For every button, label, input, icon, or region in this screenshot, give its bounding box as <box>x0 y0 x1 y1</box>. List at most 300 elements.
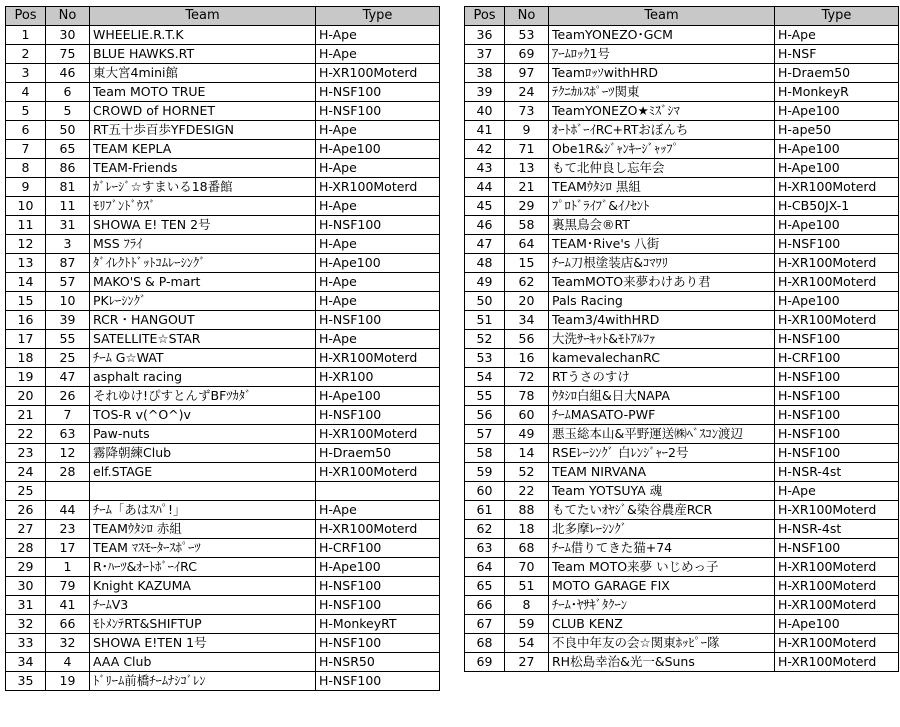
cell-team: ｳﾀｼﾛ白組&日大NAPA <box>549 387 775 406</box>
cell-team: kamevalechanRC <box>549 349 775 368</box>
cell-team: TeamYONEZO･GCM <box>549 26 775 45</box>
cell-type: H-Ape <box>316 330 440 349</box>
cell-type: H-Ape <box>775 482 899 501</box>
cell-type: H-CRF100 <box>775 349 899 368</box>
cell-team: Obe1R&ｼﾞｬﾝｷｰｼﾞｬｯﾌﾟ <box>549 140 775 159</box>
table-row <box>465 197 899 216</box>
cell-no: 97 <box>505 64 549 83</box>
cell-type: H-Ape100 <box>775 102 899 121</box>
table-row <box>6 197 440 216</box>
cell-type: H-NSF100 <box>775 368 899 387</box>
table-row <box>6 444 440 463</box>
table-row <box>6 102 440 121</box>
cell-pos: 23 <box>6 444 46 463</box>
table-row <box>465 577 899 596</box>
cell-type: H-XR100Moterd <box>775 178 899 197</box>
cell-no: 65 <box>46 140 90 159</box>
table-row <box>465 121 899 140</box>
table-row <box>6 45 440 64</box>
cell-type: H-NSR50 <box>316 653 440 672</box>
table-row <box>465 368 899 387</box>
cell-team: WHEELIE.R.T.K <box>90 26 316 45</box>
cell-pos: 45 <box>465 197 505 216</box>
table-row <box>465 273 899 292</box>
cell-no: 25 <box>46 349 90 368</box>
cell-team: SHOWA E!TEN 1号 <box>90 634 316 653</box>
cell-no: 60 <box>505 406 549 425</box>
cell-no: 31 <box>46 216 90 235</box>
cell-team: TeamYONEZO★ﾐｽﾞｼﾏ <box>549 102 775 121</box>
cell-pos: 55 <box>465 387 505 406</box>
cell-team: TEAM･Rive's 八街 <box>549 235 775 254</box>
cell-type: H-Ape100 <box>775 216 899 235</box>
cell-pos: 3 <box>6 64 46 83</box>
cell-type: H-NSR-4st <box>775 520 899 539</box>
cell-type: H-Ape100 <box>775 615 899 634</box>
cell-type: H-NSF100 <box>316 406 440 425</box>
cell-no: 70 <box>505 558 549 577</box>
cell-no: 49 <box>505 425 549 444</box>
table-row <box>465 501 899 520</box>
cell-team: ｱｰﾑﾛｯｸ1号 <box>549 45 775 64</box>
cell-no: 15 <box>505 254 549 273</box>
cell-team: TOS-R v(^O^)v <box>90 406 316 425</box>
cell-type: H-Ape100 <box>316 558 440 577</box>
cell-team: ﾁｰﾑ「あはｽﾊﾟ!」 <box>90 501 316 520</box>
cell-team: 霧降朝練Club <box>90 444 316 463</box>
cell-pos: 50 <box>465 292 505 311</box>
cell-type: H-Draem50 <box>775 64 899 83</box>
cell-no: 68 <box>505 539 549 558</box>
cell-type: H-Ape100 <box>775 292 899 311</box>
cell-type: H-NSF100 <box>316 596 440 615</box>
cell-type: H-Draem50 <box>316 444 440 463</box>
header-pos: Pos <box>6 7 46 26</box>
cell-team: MOTO GARAGE FIX <box>549 577 775 596</box>
cell-type: H-Ape100 <box>316 387 440 406</box>
header-no: No <box>505 7 549 26</box>
cell-type: H-Ape <box>316 121 440 140</box>
cell-pos: 37 <box>465 45 505 64</box>
cell-pos: 20 <box>6 387 46 406</box>
cell-no: 66 <box>46 615 90 634</box>
table-row <box>6 311 440 330</box>
table-row <box>6 406 440 425</box>
cell-no: 81 <box>46 178 90 197</box>
cell-team: ﾄﾞﾘｰﾑ前橋ﾁｰﾑﾅｼｺﾞﾚﾝ <box>90 672 316 691</box>
cell-type: H-XR100Moterd <box>775 653 899 672</box>
cell-type: H-ape50 <box>775 121 899 140</box>
table-row <box>6 653 440 672</box>
cell-type: H-NSF100 <box>316 311 440 330</box>
cell-team: RH松島幸治&光一&Suns <box>549 653 775 672</box>
table-row <box>6 634 440 653</box>
table-row <box>465 254 899 273</box>
results-body-left <box>6 26 440 691</box>
table-row <box>6 501 440 520</box>
table-row <box>465 444 899 463</box>
cell-team: TeamMOTO来夢わけあり君 <box>549 273 775 292</box>
cell-team: 裏黒鳥会®RT <box>549 216 775 235</box>
cell-no: 9 <box>505 121 549 140</box>
cell-team: Pals Racing <box>549 292 775 311</box>
cell-no: 1 <box>46 558 90 577</box>
cell-pos: 42 <box>465 140 505 159</box>
cell-type: H-XR100Moterd <box>316 349 440 368</box>
table-row <box>465 596 899 615</box>
table-row <box>465 83 899 102</box>
cell-no: 34 <box>505 311 549 330</box>
cell-team: RCR・HANGOUT <box>90 311 316 330</box>
table-row <box>6 672 440 691</box>
table-row <box>6 482 440 501</box>
cell-team: ﾁｰﾑ借りてきた猫+74 <box>549 539 775 558</box>
table-row <box>465 64 899 83</box>
cell-pos: 63 <box>465 539 505 558</box>
cell-type: H-XR100Moterd <box>316 425 440 444</box>
cell-no: 30 <box>46 26 90 45</box>
cell-team <box>90 482 316 501</box>
cell-pos: 12 <box>6 235 46 254</box>
cell-team: ﾓﾘﾌﾞﾝﾄﾞｳｽﾞ <box>90 197 316 216</box>
cell-no: 12 <box>46 444 90 463</box>
cell-type: H-XR100Moterd <box>775 273 899 292</box>
cell-team: SATELLITE☆STAR <box>90 330 316 349</box>
cell-team: CLUB KENZ <box>549 615 775 634</box>
table-row <box>465 178 899 197</box>
table-row <box>6 558 440 577</box>
cell-team: TeamﾛｯｿwithHRD <box>549 64 775 83</box>
cell-pos: 44 <box>465 178 505 197</box>
table-row <box>465 102 899 121</box>
cell-team: 不良中年友の会☆関東ﾎｯﾋﾟｰ隊 <box>549 634 775 653</box>
table-row <box>465 26 899 45</box>
cell-no: 46 <box>46 64 90 83</box>
header-no: No <box>46 7 90 26</box>
cell-pos: 58 <box>465 444 505 463</box>
cell-no: 26 <box>46 387 90 406</box>
cell-type: H-CB50JX-1 <box>775 197 899 216</box>
cell-type: H-Ape <box>316 292 440 311</box>
cell-team: Knight KAZUMA <box>90 577 316 596</box>
cell-no: 55 <box>46 330 90 349</box>
cell-pos: 61 <box>465 501 505 520</box>
table-row <box>6 539 440 558</box>
cell-team: 東大宮4mini館 <box>90 64 316 83</box>
cell-team: CROWD of HORNET <box>90 102 316 121</box>
cell-team: RT五十歩百歩YFDESIGN <box>90 121 316 140</box>
table-row <box>465 159 899 178</box>
cell-no: 6 <box>46 83 90 102</box>
header-team: Team <box>90 7 316 26</box>
cell-pos: 22 <box>6 425 46 444</box>
cell-team: MSS ﾌﾗｲ <box>90 235 316 254</box>
cell-pos: 15 <box>6 292 46 311</box>
cell-team: ﾁｰﾑV3 <box>90 596 316 615</box>
cell-no: 20 <box>505 292 549 311</box>
cell-type: H-Ape100 <box>316 140 440 159</box>
cell-team: TEAM-Friends <box>90 159 316 178</box>
cell-pos: 56 <box>465 406 505 425</box>
cell-type: H-NSF100 <box>775 406 899 425</box>
table-row <box>465 463 899 482</box>
cell-pos: 11 <box>6 216 46 235</box>
cell-team: ﾌﾟﾛﾄﾞﾗｲﾌﾞ&ｲﾉｾﾝﾄ <box>549 197 775 216</box>
cell-type: H-Ape <box>316 235 440 254</box>
cell-pos: 51 <box>465 311 505 330</box>
cell-no: 24 <box>505 83 549 102</box>
cell-type: H-XR100Moterd <box>775 311 899 330</box>
cell-type: H-NSF100 <box>775 444 899 463</box>
header-team: Team <box>549 7 775 26</box>
cell-no: 5 <box>46 102 90 121</box>
cell-team: ﾓﾄﾒﾝﾃRT&SHIFTUP <box>90 615 316 634</box>
cell-type: H-NSR-4st <box>775 463 899 482</box>
cell-type: H-Ape100 <box>775 140 899 159</box>
cell-pos: 60 <box>465 482 505 501</box>
table-row <box>6 140 440 159</box>
cell-pos: 49 <box>465 273 505 292</box>
table-row <box>465 634 899 653</box>
cell-no: 13 <box>505 159 549 178</box>
results-table-right <box>464 6 899 672</box>
cell-pos: 19 <box>6 368 46 387</box>
table-row <box>6 64 440 83</box>
cell-pos: 65 <box>465 577 505 596</box>
cell-pos: 39 <box>465 83 505 102</box>
table-row <box>6 254 440 273</box>
cell-no: 50 <box>46 121 90 140</box>
cell-team: TEAM KEPLA <box>90 140 316 159</box>
cell-no: 78 <box>505 387 549 406</box>
cell-no: 75 <box>46 45 90 64</box>
cell-pos: 28 <box>6 539 46 558</box>
cell-no: 11 <box>46 197 90 216</box>
cell-type: H-NSF100 <box>316 102 440 121</box>
cell-type: H-Ape <box>316 159 440 178</box>
cell-pos: 64 <box>465 558 505 577</box>
table-row <box>465 216 899 235</box>
cell-type: H-NSF100 <box>316 672 440 691</box>
cell-pos: 57 <box>465 425 505 444</box>
cell-team: それゆけ!ぴすとんずBFﾂｶﾀﾞ <box>90 387 316 406</box>
cell-no: 71 <box>505 140 549 159</box>
cell-pos: 4 <box>6 83 46 102</box>
cell-no: 32 <box>46 634 90 653</box>
cell-pos: 62 <box>465 520 505 539</box>
cell-type: H-XR100Moterd <box>316 64 440 83</box>
table-row <box>6 235 440 254</box>
header-pos: Pos <box>465 7 505 26</box>
cell-pos: 25 <box>6 482 46 501</box>
cell-no: 54 <box>505 634 549 653</box>
cell-pos: 40 <box>465 102 505 121</box>
cell-pos: 31 <box>6 596 46 615</box>
cell-team: 悪玉総本山&平野運送㈱ﾍﾞｽｺﾝ渡辺 <box>549 425 775 444</box>
cell-team: R･ﾊｰﾂ&ｵｰﾄﾎﾞｰｲRC <box>90 558 316 577</box>
cell-type: H-Ape100 <box>316 254 440 273</box>
cell-no: 47 <box>46 368 90 387</box>
cell-no: 41 <box>46 596 90 615</box>
cell-type: H-NSF100 <box>775 425 899 444</box>
table-row <box>465 330 899 349</box>
header-type: Type <box>775 7 899 26</box>
table-row <box>465 615 899 634</box>
cell-pos: 53 <box>465 349 505 368</box>
cell-type: H-XR100Moterd <box>775 558 899 577</box>
cell-pos: 1 <box>6 26 46 45</box>
cell-no: 79 <box>46 577 90 596</box>
cell-type: H-NSF100 <box>316 83 440 102</box>
cell-team: RSEﾚｰｼﾝｸﾞ 白ﾚﾝｼﾞｬｰ2号 <box>549 444 775 463</box>
cell-team: ｶﾞﾚｰｼﾞ☆すまいる18番館 <box>90 178 316 197</box>
cell-team: ﾀﾞｲﾚｸﾄﾄﾞｯﾄｺﾑﾚｰｼﾝｸﾞ <box>90 254 316 273</box>
cell-no: 3 <box>46 235 90 254</box>
cell-pos: 68 <box>465 634 505 653</box>
cell-team: RTうさのすけ <box>549 368 775 387</box>
cell-team: Team3/4withHRD <box>549 311 775 330</box>
cell-type: H-Ape <box>316 501 440 520</box>
cell-team: ﾃｸﾆｶﾙｽﾎﾟｰﾂ関東 <box>549 83 775 102</box>
cell-pos: 69 <box>465 653 505 672</box>
results-table-left <box>5 6 440 691</box>
cell-pos: 17 <box>6 330 46 349</box>
cell-team: Team MOTO来夢 いじめっ子 <box>549 558 775 577</box>
cell-team: TEAMｳﾀｼﾛ 赤組 <box>90 520 316 539</box>
cell-team: ﾁｰﾑ･ﾔｻｷﾞﾀｸｰﾝ <box>549 596 775 615</box>
table-row <box>465 406 899 425</box>
cell-type: H-NSF <box>775 45 899 64</box>
cell-pos: 24 <box>6 463 46 482</box>
cell-pos: 9 <box>6 178 46 197</box>
cell-pos: 38 <box>465 64 505 83</box>
cell-no: 23 <box>46 520 90 539</box>
table-row <box>6 121 440 140</box>
cell-no: 73 <box>505 102 549 121</box>
cell-type: H-Ape <box>316 26 440 45</box>
cell-pos: 33 <box>6 634 46 653</box>
cell-no: 4 <box>46 653 90 672</box>
cell-no: 52 <box>505 463 549 482</box>
cell-no: 14 <box>505 444 549 463</box>
cell-type: H-MonkeyR <box>775 83 899 102</box>
cell-type: H-XR100 <box>316 368 440 387</box>
cell-pos: 32 <box>6 615 46 634</box>
cell-pos: 8 <box>6 159 46 178</box>
cell-no: 63 <box>46 425 90 444</box>
cell-pos: 27 <box>6 520 46 539</box>
cell-pos: 30 <box>6 577 46 596</box>
cell-no: 57 <box>46 273 90 292</box>
cell-team: ｵｰﾄﾎﾞｰｲRC+RTおぼんち <box>549 121 775 140</box>
cell-no: 87 <box>46 254 90 273</box>
table-row <box>6 368 440 387</box>
cell-no: 21 <box>505 178 549 197</box>
cell-no: 8 <box>505 596 549 615</box>
cell-type: H-NSF100 <box>775 235 899 254</box>
cell-no: 27 <box>505 653 549 672</box>
cell-no: 59 <box>505 615 549 634</box>
cell-pos: 2 <box>6 45 46 64</box>
table-row <box>6 292 440 311</box>
cell-no: 17 <box>46 539 90 558</box>
table-row <box>465 292 899 311</box>
cell-type: H-Ape <box>316 273 440 292</box>
table-row <box>465 482 899 501</box>
cell-pos: 66 <box>465 596 505 615</box>
table-row <box>6 83 440 102</box>
cell-pos: 13 <box>6 254 46 273</box>
cell-pos: 35 <box>6 672 46 691</box>
cell-no: 29 <box>505 197 549 216</box>
cell-type: H-XR100Moterd <box>775 254 899 273</box>
cell-type: H-Ape100 <box>775 159 899 178</box>
cell-no: 64 <box>505 235 549 254</box>
cell-no: 86 <box>46 159 90 178</box>
table-row <box>465 349 899 368</box>
cell-pos: 43 <box>465 159 505 178</box>
cell-team: TEAM NIRVANA <box>549 463 775 482</box>
cell-type: H-XR100Moterd <box>775 634 899 653</box>
cell-team: ﾁｰﾑ刀根塗装店&ｺﾏﾜﾘ <box>549 254 775 273</box>
table-row <box>465 520 899 539</box>
cell-pos: 67 <box>465 615 505 634</box>
cell-team: AAA Club <box>90 653 316 672</box>
table-row <box>6 349 440 368</box>
table-row <box>465 425 899 444</box>
table-row <box>465 311 899 330</box>
cell-team: ﾁｰﾑ G☆WAT <box>90 349 316 368</box>
table-row <box>6 596 440 615</box>
cell-type: H-NSF100 <box>775 539 899 558</box>
table-row <box>6 216 440 235</box>
cell-type: H-NSF100 <box>775 330 899 349</box>
cell-no: 39 <box>46 311 90 330</box>
cell-team: BLUE HAWKS.RT <box>90 45 316 64</box>
cell-team: elf.STAGE <box>90 463 316 482</box>
cell-pos: 7 <box>6 140 46 159</box>
cell-type <box>316 482 440 501</box>
cell-pos: 34 <box>6 653 46 672</box>
cell-team: ﾁｰﾑMASATO-PWF <box>549 406 775 425</box>
cell-pos: 21 <box>6 406 46 425</box>
cell-pos: 41 <box>465 121 505 140</box>
cell-team: もて北仲良し忘年会 <box>549 159 775 178</box>
cell-team: Paw-nuts <box>90 425 316 444</box>
table-row <box>465 539 899 558</box>
cell-type: H-Ape <box>775 26 899 45</box>
cell-pos: 54 <box>465 368 505 387</box>
cell-pos: 18 <box>6 349 46 368</box>
table-row <box>465 558 899 577</box>
cell-no: 18 <box>505 520 549 539</box>
table-row <box>465 140 899 159</box>
cell-team: SHOWA E! TEN 2号 <box>90 216 316 235</box>
cell-type: H-XR100Moterd <box>316 178 440 197</box>
table-row <box>465 387 899 406</box>
cell-type: H-NSF100 <box>316 577 440 596</box>
cell-pos: 52 <box>465 330 505 349</box>
cell-no: 19 <box>46 672 90 691</box>
results-body-right <box>465 26 899 672</box>
cell-no: 72 <box>505 368 549 387</box>
table-row <box>6 26 440 45</box>
cell-type: H-Ape <box>316 197 440 216</box>
cell-pos: 26 <box>6 501 46 520</box>
cell-type: H-XR100Moterd <box>316 520 440 539</box>
cell-no: 7 <box>46 406 90 425</box>
cell-team: Team MOTO TRUE <box>90 83 316 102</box>
